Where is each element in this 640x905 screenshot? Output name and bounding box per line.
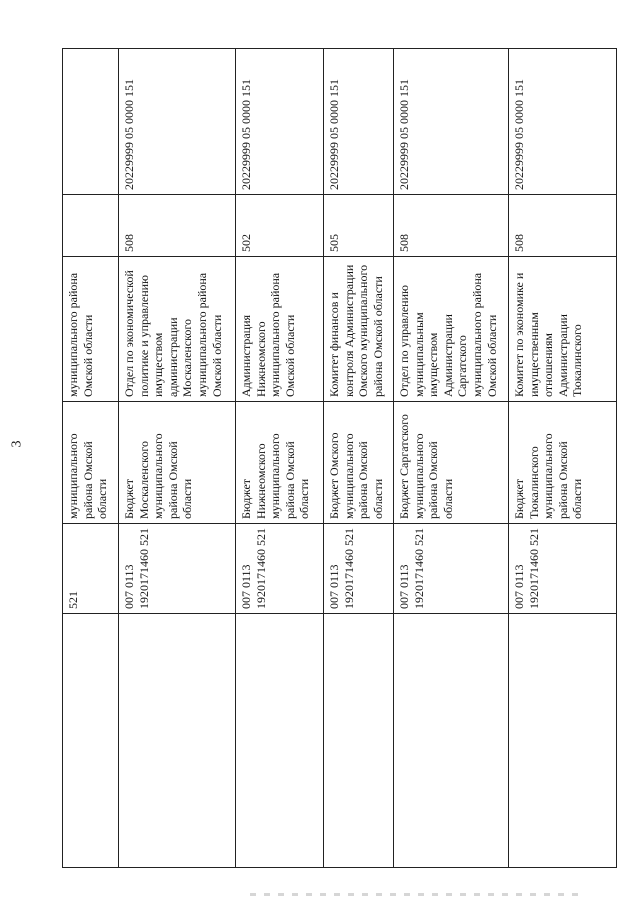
cell-budget: Бюджет Саргатского муниципального района Омской области	[394, 401, 508, 523]
table-row	[235, 49, 323, 867]
cell-glava: 502	[236, 194, 323, 256]
cell-administrator: Комитет финансов и контроля Администрации Омского муниципального района Омской области	[324, 256, 393, 401]
cell-code	[324, 613, 393, 869]
cell-kbk: 007 0113 1920171460 521	[236, 523, 323, 613]
cell-income-code: 20229999 05 0000 151	[397, 79, 411, 190]
cell-budget: муниципального района Омской области	[63, 401, 118, 523]
cell-budget: Бюджет Москаленского муниципального района Омской области	[119, 401, 235, 523]
cell-administrator: Комитет по экономике и имущественным отношениям Администрации Тюкалинского	[509, 256, 616, 401]
cell-income-code: 20229999 05 0000 151	[512, 79, 526, 190]
cell-code	[63, 613, 118, 869]
allocation-table	[62, 48, 617, 868]
cell-glava	[63, 194, 118, 256]
table-row	[393, 49, 508, 867]
table-row	[508, 49, 616, 867]
cell-code	[509, 613, 616, 869]
cell-glava: 508	[119, 194, 235, 256]
cell-kbk: 007 0113 1920171460 521	[394, 523, 508, 613]
cell-code	[119, 613, 235, 869]
cell-income-code	[63, 49, 118, 194]
cell-kbk: 521	[63, 523, 118, 613]
cell-kbk: 007 0113 1920171460 521	[119, 523, 235, 613]
cell-glava: 505	[324, 194, 393, 256]
cell-kbk: 007 0113 1920171460 521	[509, 523, 616, 613]
scan-artifact	[250, 893, 580, 896]
cell-glava: 508	[509, 194, 616, 256]
table-row	[323, 49, 393, 867]
cell-administrator: Отдел по экономической политике и управлению имуществом администрации Москаленского муниципального района Омской области	[119, 256, 235, 401]
cell-administrator: Отдел по управлению муниципальным имуществом Администрации Саргатского муниципального района Омской области	[394, 256, 508, 401]
page-number: 3	[9, 440, 25, 448]
cell-glava: 508	[394, 194, 508, 256]
table-row	[118, 49, 235, 867]
cell-budget: Бюджет Тюкалинского муниципального района Омской области	[509, 401, 616, 523]
cell-income-code: 20229999 05 0000 151	[122, 79, 136, 190]
cell-kbk: 007 0113 1920171460 521	[324, 523, 393, 613]
cell-income-code: 20229999 05 0000 151	[239, 79, 253, 190]
cell-administrator: Администрация Нижнеомского муниципального района Омской области	[236, 256, 323, 401]
cell-code	[394, 613, 508, 869]
table-row	[63, 49, 118, 867]
cell-budget: Бюджет Нижнеомского муниципального района Омской области	[236, 401, 323, 523]
cell-administrator: муниципального района Омской области	[63, 256, 118, 401]
cell-budget: Бюджет Омского муниципального района Омской области	[324, 401, 393, 523]
cell-code	[236, 613, 323, 869]
cell-income-code: 20229999 05 0000 151	[327, 79, 341, 190]
